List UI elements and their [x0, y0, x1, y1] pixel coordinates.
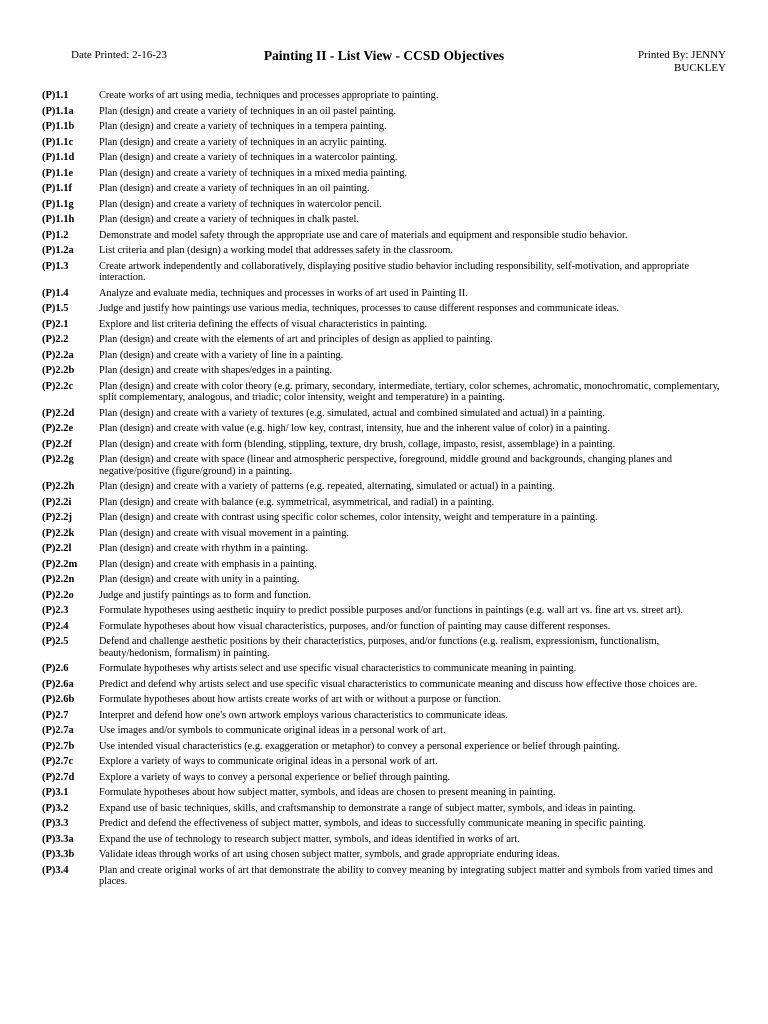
printed-by: Printed By: JENNY BUCKLEY — [638, 49, 726, 74]
objective-code: (P)2.2j — [42, 512, 73, 523]
objective-text: Predict and defend why artists select and use specific visual characteristics to communicate meaning and discuss how effective those choices are. — [99, 678, 698, 690]
objective-row — [42, 678, 732, 691]
objective-text: Plan (design) and create a variety of techniques in an oil painting. — [99, 183, 370, 194]
objective-text: Use images and/or symbols to communicate original ideas in a personal work of art. — [99, 725, 446, 736]
objective-row — [42, 724, 732, 737]
objective-text: Plan (design) and create with the elements of art and principles of design as applied to painting. — [99, 334, 493, 345]
objective-list — [42, 89, 732, 888]
objective-text: Plan (design) and create with color theory (e.g. primary, secondary, intermediate, tertiary, color schemes, achromatic, monochromatic, complementary, split complementary, analogous, and triadic; color intensity, weight and temperature) in a painting. — [99, 380, 720, 403]
objective-code: (P)1.2 — [42, 229, 69, 241]
objective-code: (P)2.6b — [42, 694, 75, 705]
objective-text: Formulate hypotheses using aesthetic inquiry to predict possible purposes and/or functions in paintings (e.g. wall art vs. fine art vs. street art). — [99, 605, 683, 616]
objective-code: (P)2.2f — [42, 438, 73, 450]
objective-code: (P)2.2a — [42, 349, 74, 361]
objective-text: Plan (design) and create a variety of techniques in watercolor pencil. — [99, 198, 382, 210]
objective-text: Plan (design) and create with emphasis in a painting. — [99, 558, 317, 570]
objective-text: Plan (design) and create a variety of techniques in a mixed media painting. — [99, 167, 407, 179]
objective-code: (P)2.1 — [42, 318, 69, 330]
objective-row — [42, 120, 732, 133]
objective-code: (P)1.2a — [42, 245, 74, 256]
objective-row — [42, 302, 732, 315]
objective-code: (P)2.2d — [42, 407, 75, 419]
objective-row — [42, 620, 732, 633]
objective-row — [42, 558, 732, 571]
objective-row — [42, 771, 732, 784]
objective-code: (P)1.1f — [42, 183, 73, 194]
objective-code: (P)1.1 — [42, 90, 69, 101]
objective-text: Formulate hypotheses about how subject matter, symbols, and ideas are chosen to present meaning in painting. — [99, 787, 556, 798]
objective-code: (P)2.2m — [42, 558, 78, 570]
objective-code: (P)2.2h — [42, 481, 75, 492]
objective-text: Create artwork independently and collaboratively, displaying positive studio behavior including responsibility, self-motivation, and appropriate interaction. — [99, 260, 690, 283]
objective-code: (P)1.1e — [42, 167, 74, 179]
objective-row — [42, 318, 732, 331]
objective-text: Interpret and defend how one's own artwork employs various characteristics to communicate ideas. — [99, 709, 508, 721]
objective-text: Plan (design) and create with value (e.g. high/ low key, contrast, intensity, hue and the inherent value of color) in a painting. — [99, 423, 610, 434]
objective-code: (P)2.2l — [42, 543, 72, 554]
objective-row — [42, 802, 732, 815]
objective-row — [42, 864, 732, 888]
objective-code: (P)2.7d — [42, 771, 75, 783]
objective-row — [42, 151, 732, 164]
page-title: Painting II - List View - CCSD Objectives — [263, 48, 505, 63]
objective-row — [42, 198, 732, 211]
objective-code: (P)1.1a — [42, 105, 74, 117]
objective-code: (P)3.1 — [42, 787, 69, 798]
objective-text: Plan (design) and create with shapes/edges in a painting. — [99, 365, 333, 376]
objective-code: (P)2.6 — [42, 663, 69, 674]
objective-code: (P)2.2k — [42, 527, 75, 539]
objective-code: (P)2.2e — [42, 423, 74, 434]
objective-text: Explore and list criteria defining the effects of visual characteristics in painting. — [99, 318, 428, 330]
objective-code: (P)2.2n — [42, 574, 75, 585]
objective-code: (P)1.1d — [42, 152, 75, 163]
objective-text: Explore a variety of ways to convey a personal experience or belief through painting. — [99, 771, 451, 783]
objective-text: Plan (design) and create with a variety of patterns (e.g. repeated, alternating, simulated or actual) in a painting. — [99, 481, 555, 492]
objective-code: (P)1.1g — [42, 198, 74, 210]
objective-code: (P)1.5 — [42, 303, 69, 314]
objective-code: (P)2.3 — [42, 605, 69, 616]
objective-text: Plan (design) and create with space (linear and atmospheric perspective, foreground, middle ground and backgrounds, changing planes and negative/positive (figure/ground) in a painting. — [99, 454, 673, 477]
objective-code: (P)1.4 — [42, 287, 69, 299]
objective-text: Formulate hypotheses about how visual characteristics, purposes, and/or function of painting may cause different responses. — [99, 620, 611, 632]
objective-text: Explore a variety of ways to communicate original ideas in a personal work of art. — [99, 756, 438, 767]
objective-text: Demonstrate and model safety through the appropriate use and care of materials and equipment and responsible studio behavior. — [99, 229, 628, 241]
objective-row — [42, 833, 732, 846]
objective-code: (P)3.2 — [42, 802, 69, 814]
objective-row — [42, 213, 732, 226]
objective-text: Predict and defend the effectiveness of subject matter, symbols, and ideas to successfully communicate meaning in specific painting. — [99, 818, 646, 829]
objective-row — [42, 709, 732, 722]
objective-row — [42, 333, 732, 346]
objective-code: (P)3.3 — [42, 818, 69, 829]
objective-text: Plan (design) and create with a variety of line in a painting. — [99, 349, 344, 361]
objective-row — [42, 740, 732, 753]
objective-row — [42, 364, 732, 377]
objective-code: (P)2.2 — [42, 334, 69, 345]
objective-text: Plan and create original works of art that demonstrate the ability to convey meaning by integrating subject matter and symbols from varied times and places. — [99, 864, 713, 887]
objective-row — [42, 229, 732, 242]
objective-text: Defend and challenge aesthetic positions by their characteristics, purposes, and/or functions (e.g. realism, expressionism, functionalism, beauty/hedonism, formalism) in painting. — [99, 636, 660, 659]
objective-text: Plan (design) and create with unity in a painting. — [99, 574, 300, 585]
objective-text: Use intended visual characteristics (e.g. exaggeration or metaphor) to convey a personal experience or belief through painting. — [99, 740, 620, 752]
objective-code: (P)3.4 — [42, 864, 69, 876]
objective-code: (P)2.4 — [42, 620, 69, 632]
objective-code: (P)2.7c — [42, 756, 74, 767]
objective-row — [42, 453, 732, 477]
objective-code: (P)2.7a — [42, 725, 74, 736]
objective-code: (P)2.7b — [42, 740, 75, 752]
objective-row — [42, 287, 732, 300]
objective-text: Judge and justify how paintings use various media, techniques, processes to cause different responses and communicate ideas. — [99, 303, 619, 314]
objective-row — [42, 589, 732, 602]
objective-row — [42, 182, 732, 195]
objective-row — [42, 438, 732, 451]
objective-text: Analyze and evaluate media, techniques and processes in works of art used in Painting II. — [99, 287, 468, 299]
objective-row — [42, 407, 732, 420]
objective-row — [42, 260, 732, 284]
objective-text: Plan (design) and create a variety of techniques in a tempera painting. — [99, 121, 387, 132]
objective-code: (P)3.3b — [42, 849, 75, 860]
objective-code: (P)1.1c — [42, 136, 74, 148]
objective-text: List criteria and plan (design) a working model that addresses safety in the classroom. — [99, 245, 453, 256]
objective-row — [42, 662, 732, 675]
objective-row — [42, 105, 732, 118]
objective-text: Plan (design) and create a variety of techniques in an acrylic painting. — [99, 136, 387, 148]
objective-text: Formulate hypotheses about how artists create works of art with or without a purpose or function. — [99, 694, 502, 705]
objective-row — [42, 542, 732, 555]
objective-text: Expand the use of technology to research subject matter, symbols, and ideas identified in works of art. — [99, 833, 520, 845]
objective-row — [42, 848, 732, 861]
objective-text: Plan (design) and create with a variety of textures (e.g. simulated, actual and combined simulated and actual) in a painting. — [99, 407, 605, 419]
objective-text: Plan (design) and create a variety of techniques in a watercolor painting. — [99, 152, 398, 163]
objective-row — [42, 422, 732, 435]
objective-row — [42, 527, 732, 540]
objective-code: (P)2.2b — [42, 365, 75, 376]
objective-text: Plan (design) and create a variety of techniques in chalk pastel. — [99, 214, 359, 225]
objective-code: (P)2.2g — [42, 454, 74, 465]
objective-text: Create works of art using media, techniques and processes appropriate to painting. — [99, 90, 439, 101]
objective-row — [42, 604, 732, 617]
objective-text: Plan (design) and create with rhythm in a painting. — [99, 543, 309, 554]
objective-text: Plan (design) and create a variety of techniques in an oil pastel painting. — [99, 105, 397, 117]
objective-row — [42, 349, 732, 362]
objective-text: Judge and justify paintings as to form and function. — [99, 589, 311, 601]
objective-row — [42, 817, 732, 830]
objective-code: (P)2.7 — [42, 709, 69, 721]
objective-text: Plan (design) and create with contrast using specific color schemes, color intensity, weight and temperature in a painting. — [99, 512, 598, 523]
objective-row — [42, 480, 732, 493]
objective-row — [42, 89, 732, 102]
objective-row — [42, 380, 732, 404]
objective-row — [42, 786, 732, 799]
objective-text: Plan (design) and create with balance (e.g. symmetrical, asymmetrical, and radial) in a painting. — [99, 496, 495, 508]
objective-row — [42, 573, 732, 586]
objective-code: (P)2.2c — [42, 380, 74, 392]
objective-code: (P)2.6a — [42, 678, 74, 690]
date-printed: Date Printed: 2-16-23 — [71, 49, 167, 61]
objective-row — [42, 635, 732, 659]
objective-row — [42, 167, 732, 180]
objective-code: (P)2.2i — [42, 496, 72, 508]
objective-text: Validate ideas through works of art using chosen subject matter, symbols, and grade appropriate enduring ideas. — [99, 849, 560, 860]
objective-row — [42, 244, 732, 257]
objective-row — [42, 496, 732, 509]
objective-text: Formulate hypotheses why artists select and use specific visual characteristics to communicate meaning in painting. — [99, 663, 577, 674]
objective-code: (P)3.3a — [42, 833, 74, 845]
objective-code: (P)2.5 — [42, 636, 69, 647]
objective-row — [42, 693, 732, 706]
objective-code: (P)1.3 — [42, 260, 69, 272]
objective-text: Expand use of basic techniques, skills, and craftsmanship to demonstrate a range of subject matter, symbols, and ideas in painting. — [99, 802, 636, 814]
objective-row — [42, 136, 732, 149]
objective-code: (P)1.1b — [42, 121, 75, 132]
objective-code: (P)2.2o — [42, 589, 74, 601]
objective-text: Plan (design) and create with visual movement in a painting. — [99, 527, 349, 539]
objective-row — [42, 755, 732, 768]
objective-code: (P)1.1h — [42, 214, 75, 225]
objective-row — [42, 511, 732, 524]
objective-text: Plan (design) and create with form (blending, stippling, texture, dry brush, collage, impasto, resist, assemblage) in a painting. — [99, 438, 616, 450]
